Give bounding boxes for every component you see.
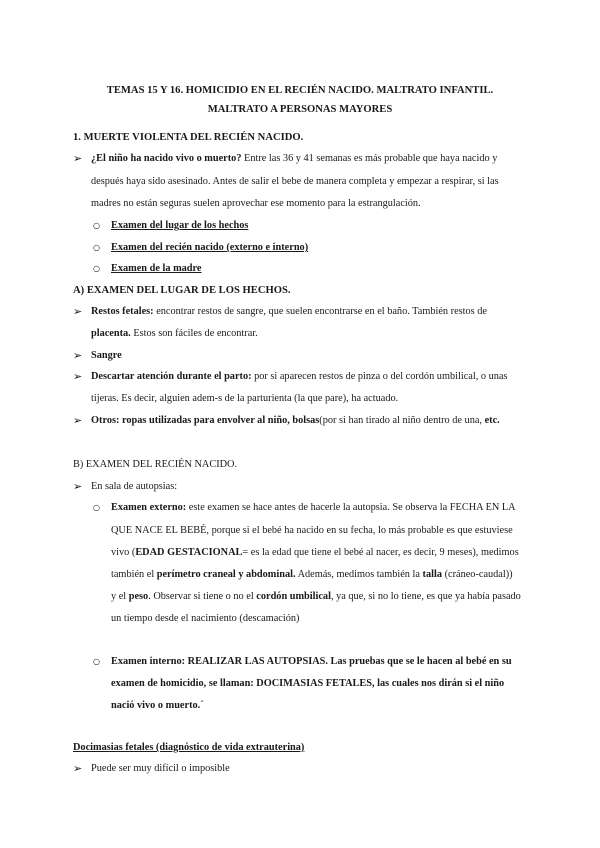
sangre-item: Sangre	[91, 350, 122, 361]
docimasias-heading: Docimasias fetales (diagnóstico de vida extrauterina)	[73, 742, 305, 753]
examen-externo-line: vivo (EDAD GESTACIONAL= es la edad que tiene el bebé al nacer, es decir, 9 meses), medimos	[111, 547, 519, 558]
section-1-paragraph-line: después haya sido asesinado. Antes de salir el bebe de manera completa y empezar a respirar, si las	[91, 176, 499, 187]
arrow-bullet-icon: ➢	[73, 349, 83, 362]
otros-line: Otros: ropas utilizadas para envolver al niño, bolsas(por si han tirado al niño dentro de una, etc.	[91, 415, 500, 426]
examen-interno-line: nació vivo o muerto.´	[111, 700, 204, 711]
docimasias-item: Puede ser muy difícil o imposible	[91, 763, 230, 774]
examen-interno-line: Examen interno: REALIZAR LAS AUTOPSIAS. Las pruebas que se le hacen al bebé en su	[111, 656, 512, 667]
exam-list-item: Examen del lugar de los hechos	[111, 220, 249, 231]
descartar-line: Descartar atención durante el parto: por si aparecen restos de pinza o del cordón umbilical, o unas	[91, 371, 508, 382]
examen-externo-line: Examen externo: este examen se hace antes de hacerle la autopsia. Se observa la FECHA EN LA	[111, 502, 516, 513]
circle-bullet-icon: ○	[93, 503, 100, 512]
arrow-bullet-icon: ➢	[73, 370, 83, 383]
arrow-bullet-icon: ➢	[73, 414, 83, 427]
examen-interno-line: examen de homicidio, se llaman: DOCIMASIAS FETALES, las cuales nos dirán si el niño	[111, 678, 505, 689]
section-b-heading: B) EXAMEN DEL RECIÉN NACIDO.	[73, 459, 238, 470]
page-title-line-2: MALTRATO A PERSONAS MAYORES	[207, 104, 393, 115]
section-a-heading: A) EXAMEN DEL LUGAR DE LOS HECHOS.	[73, 285, 291, 296]
section-1-heading: 1. MUERTE VIOLENTA DEL RECIÉN NACIDO.	[73, 132, 304, 143]
arrow-bullet-icon: ➢	[73, 152, 83, 165]
circle-bullet-icon: ○	[93, 264, 100, 273]
examen-externo-line: y el peso. Observar si tiene o no el cordón umbilical, ya que, si no lo tiene, es que ya había pasado	[111, 591, 521, 602]
arrow-bullet-icon: ➢	[73, 305, 83, 318]
exam-list-item: Examen de la madre	[111, 263, 202, 274]
exam-list-item: Examen del recién nacido (externo e interno)	[111, 242, 309, 253]
section-1-question: ¿El niño ha nacido vivo o muerto? Entre las 36 y 41 semanas es más probable que haya nacido y	[91, 153, 498, 164]
arrow-bullet-icon: ➢	[73, 480, 83, 493]
arrow-bullet-icon: ➢	[73, 762, 83, 775]
circle-bullet-icon: ○	[93, 243, 100, 252]
circle-bullet-icon: ○	[93, 221, 100, 230]
descartar-line-2: tijeras. Es decir, alguien adem-s de la parturienta (la que pare), ha actuado.	[91, 393, 399, 404]
section-1-paragraph-line: madres no están seguras suelen aprovechar ese momento para la estrangulación.	[91, 198, 421, 209]
examen-externo-line: un tiempo desde el nacimiento (descamación)	[111, 613, 300, 624]
page-title-line-1: TEMAS 15 Y 16. HOMICIDIO EN EL RECIÉN NACIDO. MALTRATO INFANTIL.	[106, 85, 494, 96]
restos-fetales-line: Restos fetales: encontrar restos de sangre, que suelen encontrarse en el baño. También restos de	[91, 306, 487, 317]
question-bold: ¿El niño ha nacido vivo o muerto?	[91, 153, 242, 164]
examen-externo-line: también el perímetro craneal y abdominal. Además, medimos también la talla (cráneo-caudal))	[111, 569, 513, 580]
restos-fetales-line-2: placenta. Estos son fáciles de encontrar.	[91, 328, 258, 339]
circle-bullet-icon: ○	[93, 657, 100, 666]
sala-autopsias-item: En sala de autopsias:	[91, 481, 178, 492]
examen-externo-line: QUE NACE EL BEBÉ, porque si el bebé ha nacido en su fecha, lo más probable es que estuviese	[111, 525, 513, 536]
